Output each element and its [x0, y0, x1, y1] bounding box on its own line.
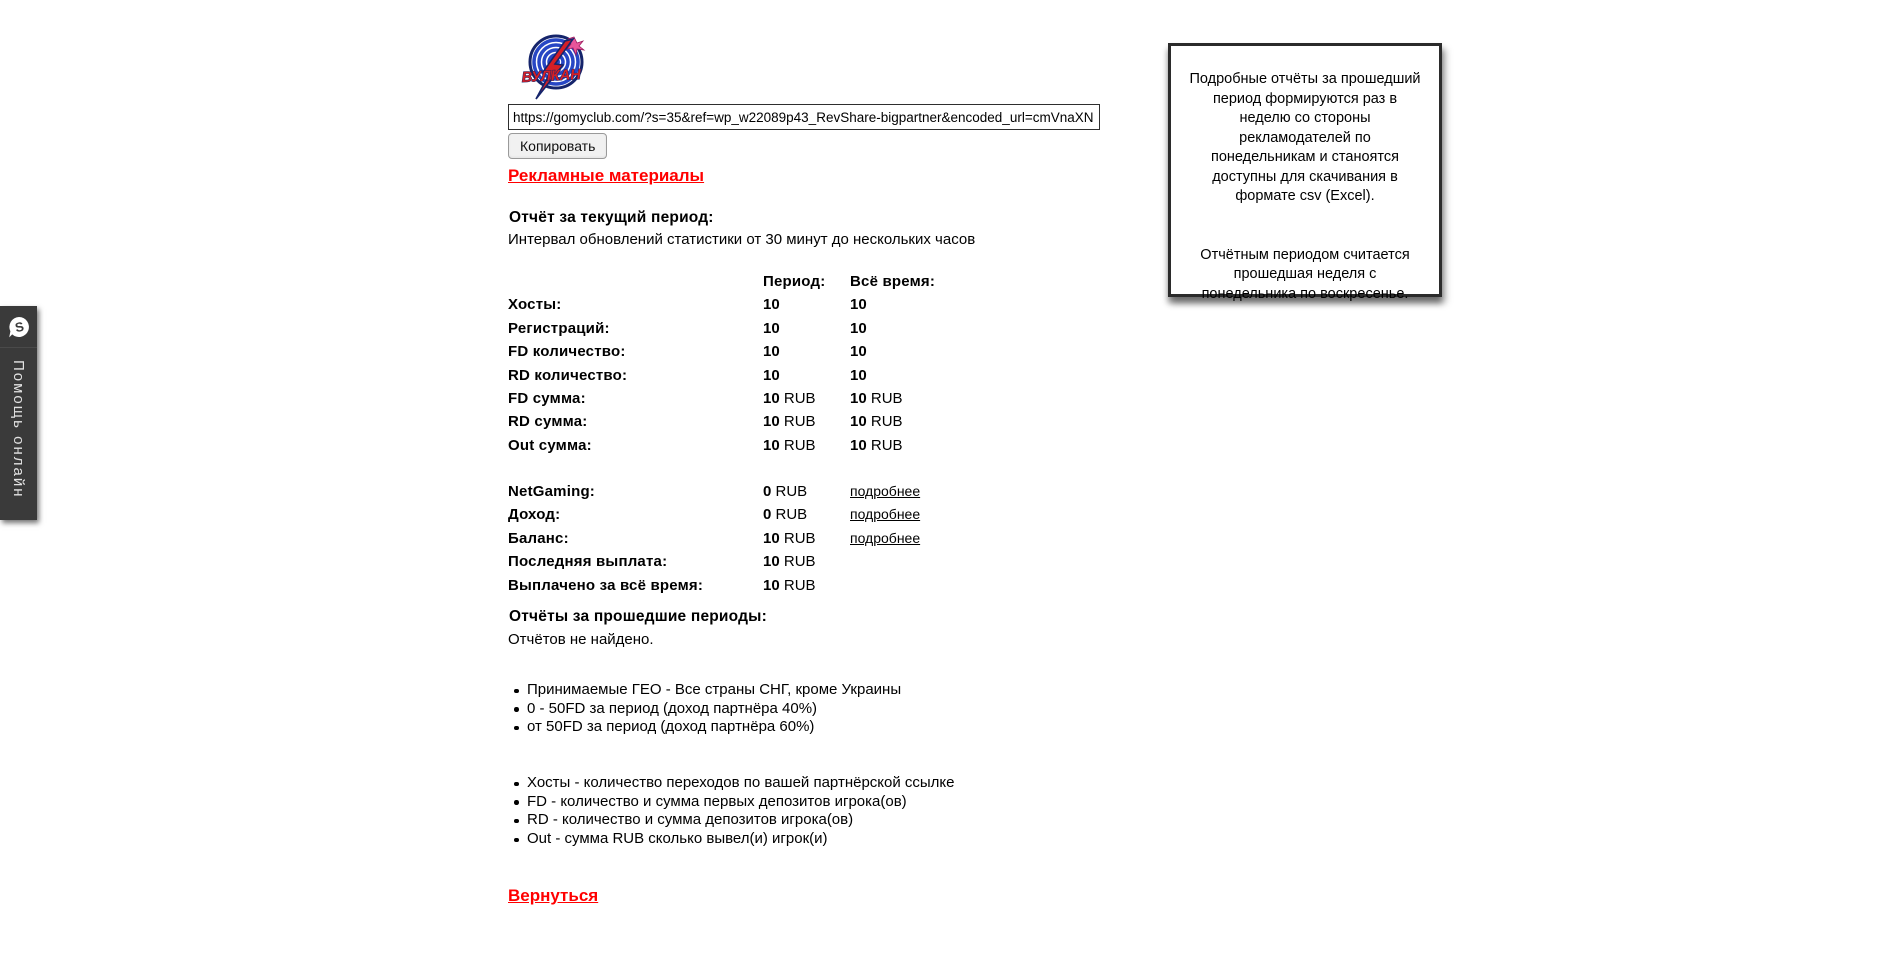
row-label: Доход: [508, 506, 561, 524]
table-row [508, 434, 978, 457]
row-alltime-value: 10 RUB [850, 436, 903, 454]
row-period-value: 10 RUB [763, 389, 816, 407]
stats-header-spacer [508, 270, 763, 293]
copy-button[interactable]: Копировать [508, 133, 607, 159]
row-label: FD сумма: [508, 389, 586, 407]
row-period-value: 10 RUB [763, 413, 816, 431]
table-row [508, 480, 978, 503]
table-row [508, 293, 978, 316]
table-row [508, 387, 978, 410]
list-item: от 50FD за период (доход партнёра 60%) [508, 718, 1128, 737]
row-value: 10 RUB [763, 529, 816, 547]
past-reports-empty: Отчётов не найдено. [508, 631, 654, 648]
row-label: RD количество: [508, 366, 628, 384]
svg-text:S: S [13, 318, 25, 335]
row-alltime-value: 10 RUB [850, 413, 903, 431]
row-alltime-value: 10 [850, 319, 867, 337]
vulkan-logo[interactable] [518, 33, 592, 101]
row-label: Out сумма: [508, 436, 592, 454]
row-alltime-value: 10 [850, 343, 867, 361]
table-row [508, 410, 978, 433]
row-period-value: 10 [763, 296, 780, 314]
current-period-title: Отчёт за текущий период: [509, 209, 714, 226]
stats-col-period: Период: [763, 273, 826, 290]
row-alltime-value: 10 [850, 366, 867, 384]
table-row [508, 364, 978, 387]
terms-notes-list [508, 774, 1128, 849]
online-help-label: Помощь онлайн [10, 360, 27, 499]
stats-header-row [508, 270, 978, 293]
svg-text:ВУЛКАН: ВУЛКАН [521, 66, 582, 86]
list-item: Принимаемые ГЕО - Все страны СНГ, кроме Украины [508, 681, 1128, 700]
advertising-materials-link[interactable]: Рекламные материалы [508, 166, 705, 185]
row-value: 0 RUB [763, 483, 808, 500]
row-alltime-value: 10 [850, 296, 867, 314]
list-item: Хосты - количество переходов по вашей партнёрской ссылке [508, 774, 1128, 793]
row-value: 10 RUB [763, 553, 816, 571]
row-label: FD количество: [508, 343, 626, 361]
row-alltime-value: 10 RUB [850, 389, 903, 407]
table-row [508, 317, 978, 340]
table-row [508, 550, 978, 573]
info-paragraph: Подробные отчёты за прошедший период формируются раз в неделю со стороны рекламодателей по понедельникам и станоятся доступны для скачивания в формате csv (Excel). [1189, 71, 1421, 204]
online-help-widget[interactable] [0, 306, 37, 520]
summary-table [508, 480, 978, 597]
row-label: NetGaming: [508, 483, 596, 500]
table-row [508, 527, 978, 550]
referral-url-input[interactable] [508, 104, 1100, 130]
details-link[interactable]: подробнее [850, 529, 921, 546]
reports-info-box [1168, 43, 1442, 302]
row-period-value: 10 [763, 366, 780, 384]
current-period-subtitle: Интервал обновлений статистики от 30 минут до нескольких часов [508, 231, 976, 248]
row-label: Баланс: [508, 529, 569, 547]
table-row [508, 574, 978, 597]
details-link[interactable]: подробнее [850, 506, 921, 523]
row-label: Хосты: [508, 296, 562, 314]
vulkan-logo-graphic [518, 33, 592, 101]
past-reports-title: Отчёты за прошедшие периоды: [509, 608, 767, 625]
row-label: Выплачено за всё время: [508, 576, 704, 594]
list-item: FD - количество и сумма первых депозитов игрока(ов) [508, 793, 1128, 812]
row-value: 10 RUB [763, 576, 816, 594]
list-item: RD - количество и сумма депозитов игрока(ов) [508, 811, 1128, 830]
details-link[interactable]: подробнее [850, 483, 921, 499]
row-period-value: 10 [763, 343, 780, 361]
row-label: Последняя выплата: [508, 553, 668, 571]
back-link[interactable]: Вернуться [508, 886, 599, 905]
info-paragraph: Отчётным периодом считается прошедшая неделя с понедельника по воскресенье. [1200, 246, 1410, 302]
list-item: Out - сумма RUB сколько вывел(и) игрок(и) [508, 830, 1128, 849]
table-row [508, 503, 978, 526]
row-period-value: 10 [763, 319, 780, 337]
table-row [508, 340, 978, 363]
row-label: RD сумма: [508, 413, 588, 431]
chat-bubble-icon [0, 306, 37, 348]
row-value: 0 RUB [763, 506, 808, 524]
stats-table [508, 270, 978, 457]
list-item: 0 - 50FD за период (доход партнёра 40%) [508, 700, 1128, 719]
stats-col-alltime: Всё время: [850, 273, 936, 290]
geo-notes-list [508, 681, 1128, 737]
row-label: Регистраций: [508, 319, 610, 337]
row-period-value: 10 RUB [763, 436, 816, 454]
